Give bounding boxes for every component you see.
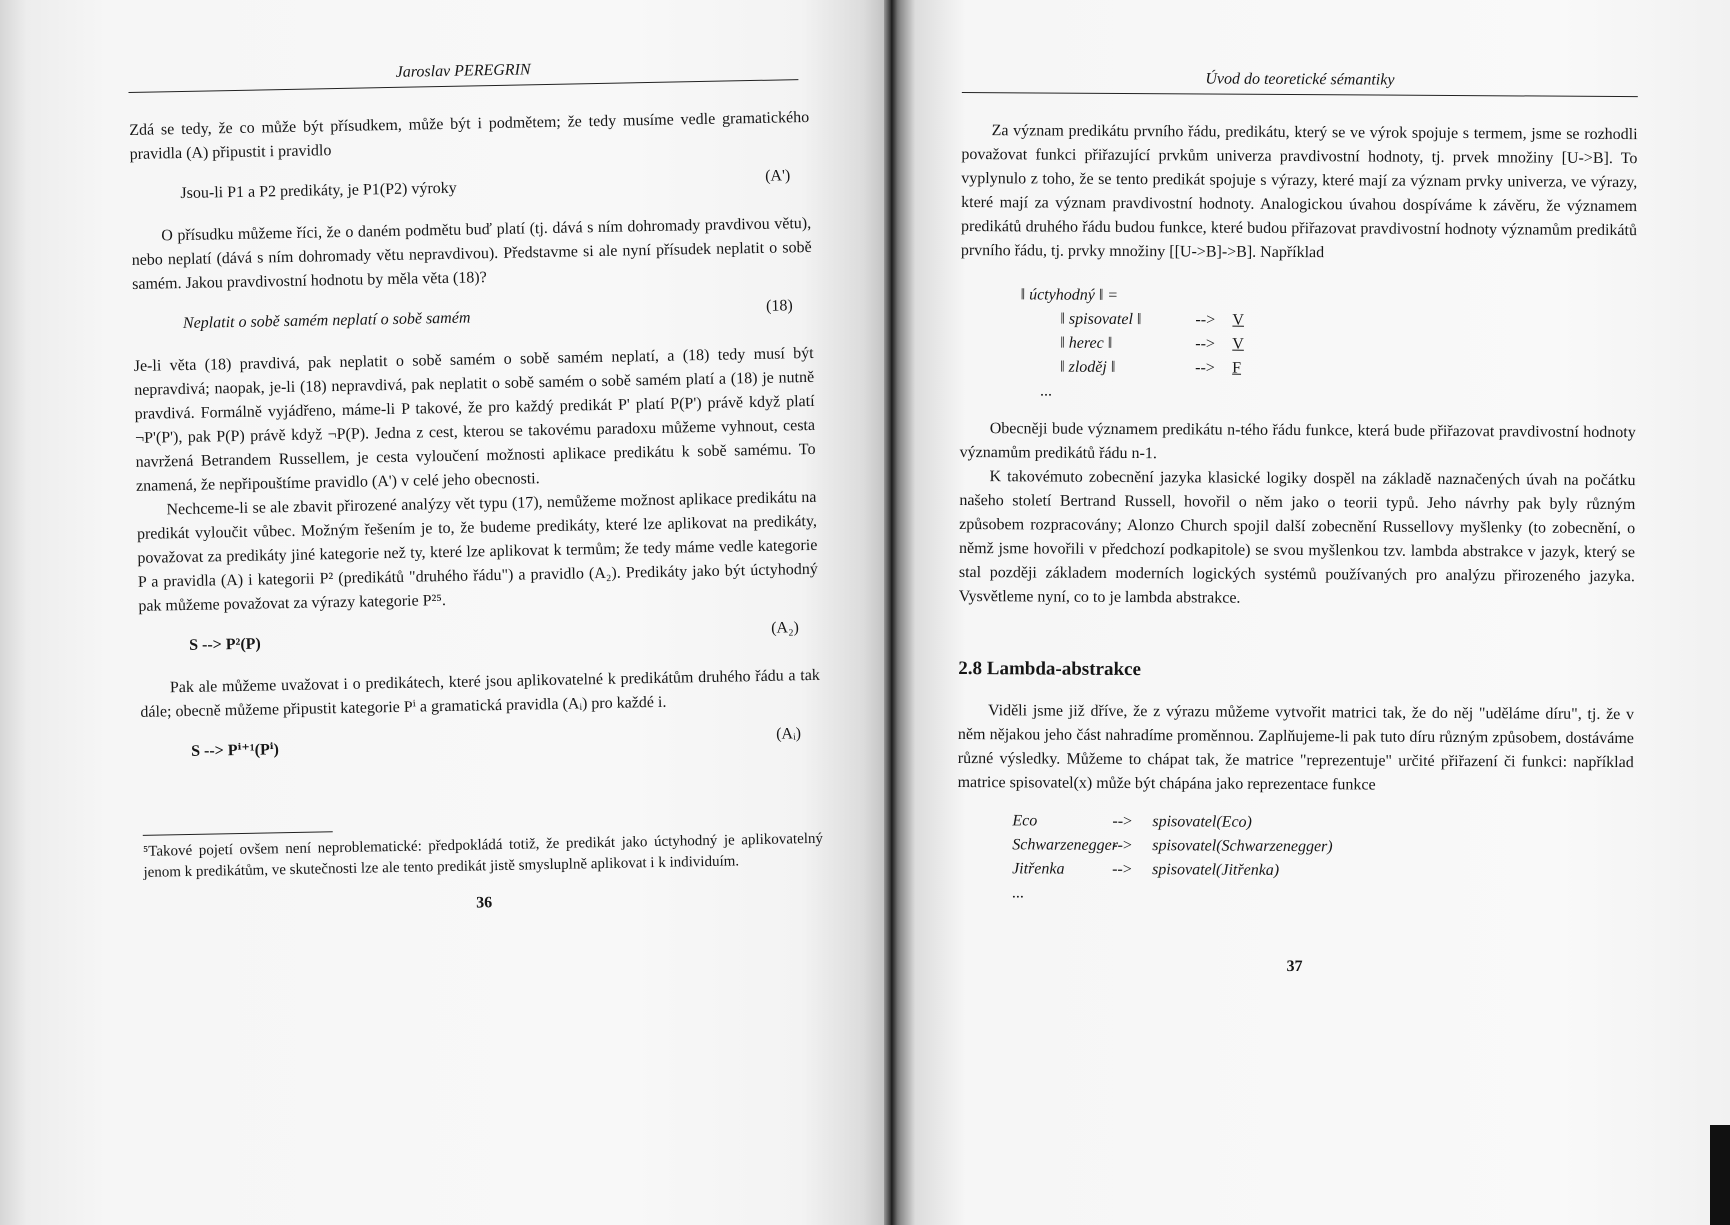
left-paragraph-4: Nechceme-li se ale zbavit přirozené analýzy vět typu (17), nemůžeme možnost aplikace predikátu na predikát vyloučit vůbec. Možným řešením je to, že budeme predikáty, které lze aplikovat na predikáty, považovat za predikáty jiné kategorie než ty, které lze aplikovat k termům; že tedy máme vedle kategorie P a pravidla (A) i kategorii P² (predikátů "druhého řádu") a pravidlo (A₂). Predikáty jako být úctyhodný pak můžeme považovat za výrazy kategorie P²⁵. — [136, 488, 818, 615]
right-paragraph-4: Viděli jsme již dříve, že z výrazu můžeme vytvořit matrici tak, že do něj "uděláme díru", tj. že v něm nějakou jeho část nahradíme proměnnou. Zaplňujeme-li pak tuto díru různým způsobem, dostáváme různé výsledky. Můžeme to chápat tak, že matrice "reprezentuje" určité přiřazení či funkci: například matrice spisovatel(x) může být chápána jako reprezentace funkce — [957, 702, 1635, 794]
right-page-content — [956, 66, 1638, 981]
left-page-number: 36 — [475, 894, 493, 912]
right-paragraph-3: K takovémuto zobecnění jazyka klasické logiky dospěl na základě naznačených úvah na počátku našeho století Bertrand Russell, hovořil o něm jako o teorii typů. Jeho návrhy pak byly různým způsobem rozpracovány; Alonzo Church spojil další zobecnění Russellovy myšlenky (to zobecnění, o němž jsme hovořili v předchozí podkapitole) se svou myšlenkou tzv. lambda abstrakce v jazyk, který se stal později základem moderních logických systémů používaných pro analýzu přirozeného jazyka. Vysvětleme nyní, co to je lambda abstrakce. — [958, 468, 1636, 607]
formula-ai-label: (Aᵢ) — [775, 725, 802, 743]
right-running-head: Úvod do teoretické sémantiky — [962, 66, 1638, 97]
function-table — [1012, 809, 1634, 909]
formula-ai — [141, 725, 821, 765]
formula-a2-text: S --> P²(P) — [188, 635, 261, 654]
function-row: Jitřenka --> spisovatel(Jitřenka) — [1012, 860, 1280, 879]
formula-a-prime-text: Jsou-li P1 a P2 predikáty, je P1(P2) výroky — [180, 179, 457, 203]
left-paragraph-5: Pak ale můžeme uvažovat i o predikátech, které jsou aplikovatelné k predikátům druhého řádu a tak dále; obecně můžeme připustit kategorie Pⁱ a gramatická pravidla (Aᵢ) pro každé i. — [140, 666, 820, 721]
footnote-rule — [143, 831, 333, 836]
function-dots: ... — [1011, 884, 1025, 902]
right-paragraph-2: Obecněji bude významem predikátu n-tého řádu funkce, která bude přiřazovat pravdivostní hodnoty významům predikátů řádu n-1. — [959, 420, 1636, 463]
mapping-row: ‖ spisovatel ‖ --> V — [1060, 310, 1245, 329]
mapping-head-text: ‖ úctyhodný ‖ = — [1020, 286, 1119, 304]
scan-edge — [1710, 1125, 1730, 1225]
left-running-head: Jaroslav PEREGRIN — [128, 53, 798, 93]
footnote: ⁵Takové pojetí ovšem není neproblematické: předpokládá totiž, že predikát jako úctyhodný je aplikovatelný jenom k predikátům, ve skutečnosti lze ale tento predikát jistě smysluplně aplikovat i k individuím. — [142, 830, 824, 881]
mapping-table — [1020, 283, 1637, 407]
book-spine — [884, 0, 898, 1225]
function-row: Schwarzenegger --> spisovatel(Schwarzenegger) — [1012, 836, 1333, 856]
section-heading: 2.8 Lambda-abstrakce — [958, 657, 1142, 681]
formula-18-label: (18) — [765, 297, 793, 315]
left-paragraph-2: O přísudku můžeme říci, že o daném podmětu buď platí (tj. dává s ním dohromady pravdivou větu), nebo neplatí (dává s ním dohromady větu nepravdivou). Představme si ale nyní přísudek neplatit o sobě samém. Jakou pravdivostní hodnotu by měla věta (18)? — [131, 214, 812, 293]
right-page-number: 37 — [1286, 957, 1303, 976]
formula-18-text: Neplatit o sobě samém neplatí o sobě samém — [182, 309, 471, 332]
mapping-row: ‖ zloděj ‖ --> F — [1060, 358, 1242, 377]
formula-a2 — [139, 619, 819, 659]
left-paragraph-3: Je-li věta (18) pravdivá, pak neplatit o sobě samém o sobě samém neplatí, a (18) tedy musí být nepravdivá; naopak, je-li (18) nepravdivá, pak neplatit o sobě samém o sobě samém platí a (18) je nutně pravdivá. Formálně vyjádřeno, máme-li P takové, že pro každý predikát P' platí P(P') právě když platí ¬P'(P'), pak P(P) právě když ¬P(P). Jedna z cest, kterou se takovému paradoxu můžeme vyhnout, cesta navržená Betrandem Russellem, je cesta vyloučení možnosti aplikace predikátu k sobě samému. To znamená, že nepřipouštíme pravidlo (A') v celé jeho obecnosti. — [133, 344, 816, 495]
function-row: Eco --> spisovatel(Eco) — [1012, 812, 1252, 831]
mapping-dots: ... — [1039, 382, 1053, 400]
formula-18 — [133, 297, 813, 337]
formula-ai-text: S --> Pⁱ⁺¹(Pⁱ) — [191, 741, 280, 760]
formula-a-prime — [130, 167, 810, 207]
right-paragraph-1: Za význam predikátu prvního řádu, predikátu, který se ve výrok spojuje s termem, jsme se rozhodli považovat funkci přiřazující prvkům univerza pravdivostní hodnoty, tj. prvek množiny [U->B]. To vyplynulo z toho, že se tento predikát spojuje s výrazy, které mají za význam prvky univerza, ve výrazy, které mají za význam pravdivostní hodnoty. Analogickou úvahou dospíváme k závěru, že významem predikátů druhého řádu budou funkce, které budou přiřazovat pravdivostní hodnoty významům predikátů prvního řádu, tj. prvky množiny [[U->B]->B]. Například — [960, 122, 1638, 262]
formula-a2-label: (A₂) — [770, 619, 800, 637]
left-page-content — [128, 53, 824, 922]
mapping-row: ‖ herec ‖ --> V — [1060, 334, 1244, 353]
formula-a-prime-label: (A') — [764, 167, 791, 185]
left-paragraph-1: Zdá se tedy, že co může být přísudkem, může být i podmětem; že tedy musíme vedle gramatického pravidla (A) připustit i pravidlo — [129, 108, 810, 163]
